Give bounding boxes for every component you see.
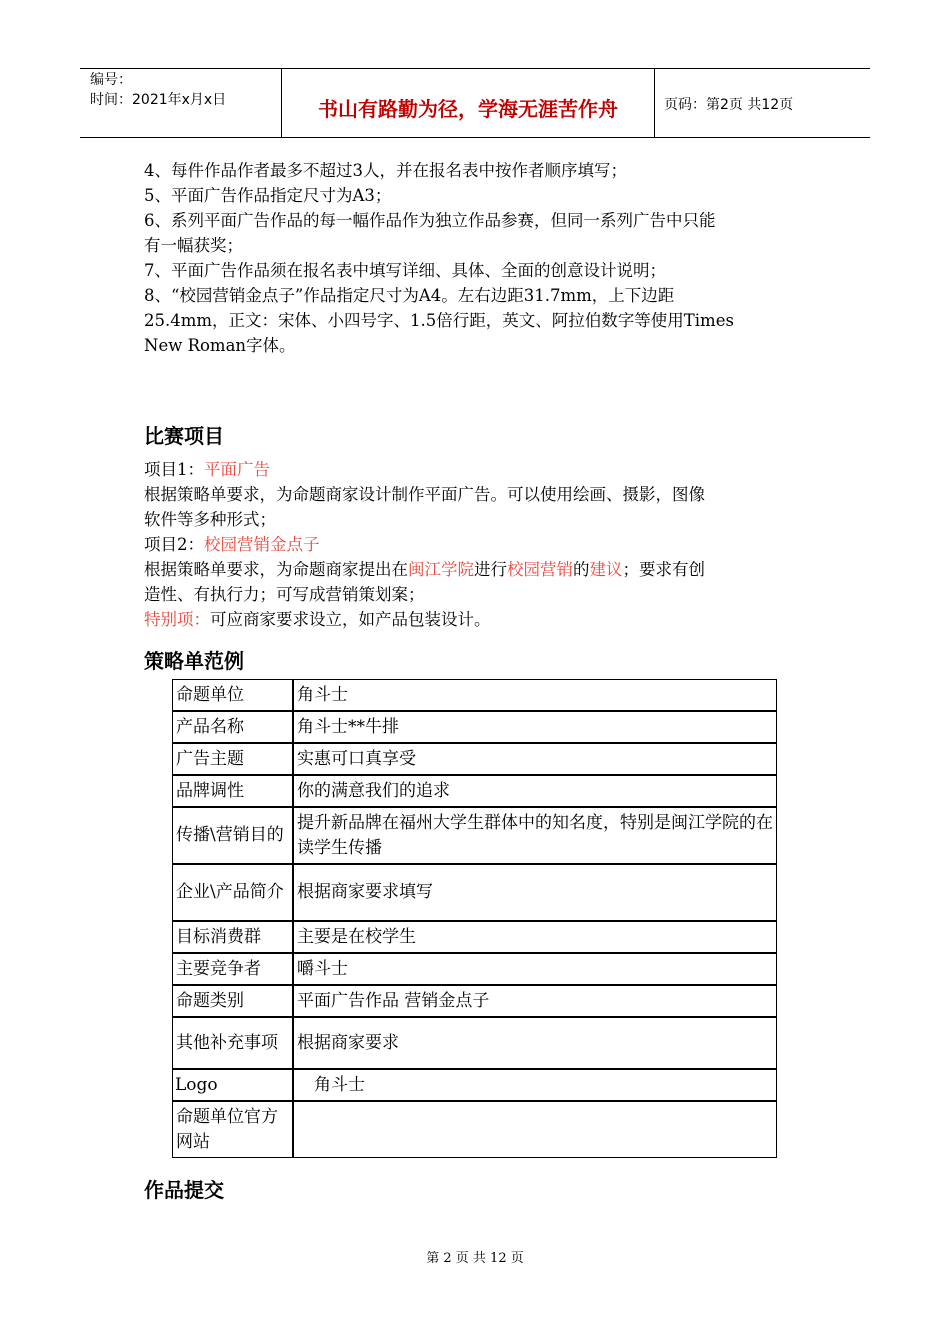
project-2-desc — [144, 557, 814, 582]
rules-list — [144, 158, 814, 358]
header-motto-cell — [281, 69, 655, 137]
table-row — [173, 1018, 776, 1070]
table-row — [173, 808, 776, 865]
table-row — [173, 744, 776, 776]
table-row — [173, 954, 776, 986]
special-label: 特别项： — [144, 610, 210, 629]
section-title-projects: 比赛项目 — [144, 424, 224, 448]
rule-line: 7、平面广告作品须在报名表中填写详细、具体、全面的创意设计说明； — [144, 261, 666, 280]
highlight-run: 建议 — [589, 560, 623, 579]
table-row — [173, 680, 776, 712]
table-row — [173, 1070, 776, 1102]
project-1-line — [144, 457, 814, 482]
table-row — [173, 776, 776, 808]
rule-line: 有一幅获奖； — [144, 236, 243, 255]
table-value: 实惠可口真享受 — [297, 748, 416, 769]
rule-line: 4、每件作品作者最多不超过3人，并在报名表中按作者顺序填写； — [144, 161, 627, 180]
table-value: 嚼斗士 — [297, 958, 348, 979]
table-row — [173, 986, 776, 1018]
table-value: 角斗士 — [314, 1074, 365, 1095]
special-desc: 可应商家要求设立，如产品包装设计。 — [210, 610, 491, 629]
highlight-run: 闽江学院 — [408, 560, 474, 579]
table-key: 品牌调性 — [173, 776, 294, 806]
table-value: 根据商家要求 — [297, 1032, 399, 1053]
header-meta — [80, 69, 280, 137]
projects-body — [144, 457, 814, 632]
section-title-submit: 作品提交 — [144, 1178, 224, 1202]
table-key: 传播\营销目的 — [173, 808, 294, 863]
rule-line: 6、系列平面广告作品的每一幅作品作为独立作品参赛，但同一系列广告中只能 — [144, 211, 716, 230]
project-2-desc: 造性、有执行力；可写成营销策划案； — [144, 585, 425, 604]
table-key: 目标消费群 — [173, 922, 294, 952]
section-title-strategy: 策略单范例 — [144, 649, 244, 673]
table-value — [294, 1102, 776, 1157]
table-key: 企业\产品简介 — [173, 865, 294, 920]
project-1-desc: 根据策略单要求，为命题商家设计制作平面广告。可以使用绘画、摄影，图像 — [144, 485, 705, 504]
highlight-run: 校园营销 — [507, 560, 573, 579]
doc-time: 时间：2021年x月x日 — [90, 92, 227, 108]
doc-number: 编号： — [90, 72, 132, 88]
text-run: 进行 — [474, 560, 507, 579]
table-value: 你的满意我们的追求 — [297, 780, 450, 801]
table-value: 根据商家要求填写 — [297, 882, 433, 902]
rule-line: New Roman字体。 — [144, 336, 296, 355]
table-key: 命题单位官方网站 — [173, 1102, 294, 1157]
table-value: 提升新品牌在福州大学生群体中的知名度，特别是闽江学院的在读学生传播 — [297, 812, 773, 858]
table-row — [173, 865, 776, 922]
text-run: ；要求有创 — [622, 560, 705, 579]
header-page-number: 页码：第2页 共12页 — [664, 97, 794, 113]
table-value: 角斗士**牛排 — [297, 716, 399, 737]
page-header — [80, 68, 870, 138]
table-value: 主要是在校学生 — [297, 926, 416, 947]
rule-line: 25.4mm，正文：宋体、小四号字、1.5倍行距，英文、阿拉伯数字等使用Times — [144, 311, 734, 330]
table-key: 产品名称 — [173, 712, 294, 742]
project-1-desc: 软件等多种形式； — [144, 510, 276, 529]
table-value: 平面广告作品 营销金点子 — [297, 990, 490, 1011]
table-row — [173, 1102, 776, 1157]
header-motto: 书山有路勤为径，学海无涯苦作舟 — [318, 97, 618, 121]
table-key: 主要竞争者 — [173, 954, 294, 984]
table-row — [173, 712, 776, 744]
project-2-line — [144, 532, 814, 557]
text-run: 的 — [573, 560, 590, 579]
table-key: 命题类别 — [173, 986, 294, 1016]
project-2-prefix: 项目2： — [144, 535, 204, 554]
table-value: 角斗士 — [297, 684, 348, 705]
table-key: 其他补充事项 — [173, 1018, 294, 1068]
table-key: 命题单位 — [173, 680, 294, 710]
project-2-name: 校园营销金点子 — [204, 535, 320, 554]
rule-line: 8、“校园营销金点子”作品指定尺寸为A4。左右边距31.7mm，上下边距 — [144, 286, 675, 305]
strategy-table — [172, 679, 777, 1158]
table-row — [173, 922, 776, 954]
project-1-name: 平面广告 — [204, 460, 270, 479]
project-1-prefix: 项目1： — [144, 460, 204, 479]
page-footer: 第 2 页 共 12 页 — [426, 1251, 524, 1266]
header-page-cell — [654, 69, 870, 137]
rule-line: 5、平面广告作品指定尺寸为A3； — [144, 186, 392, 205]
text-run: 根据策略单要求，为命题商家提出在 — [144, 560, 408, 579]
table-key: 广告主题 — [173, 744, 294, 774]
special-item — [144, 607, 814, 632]
table-key: Logo — [173, 1070, 294, 1100]
